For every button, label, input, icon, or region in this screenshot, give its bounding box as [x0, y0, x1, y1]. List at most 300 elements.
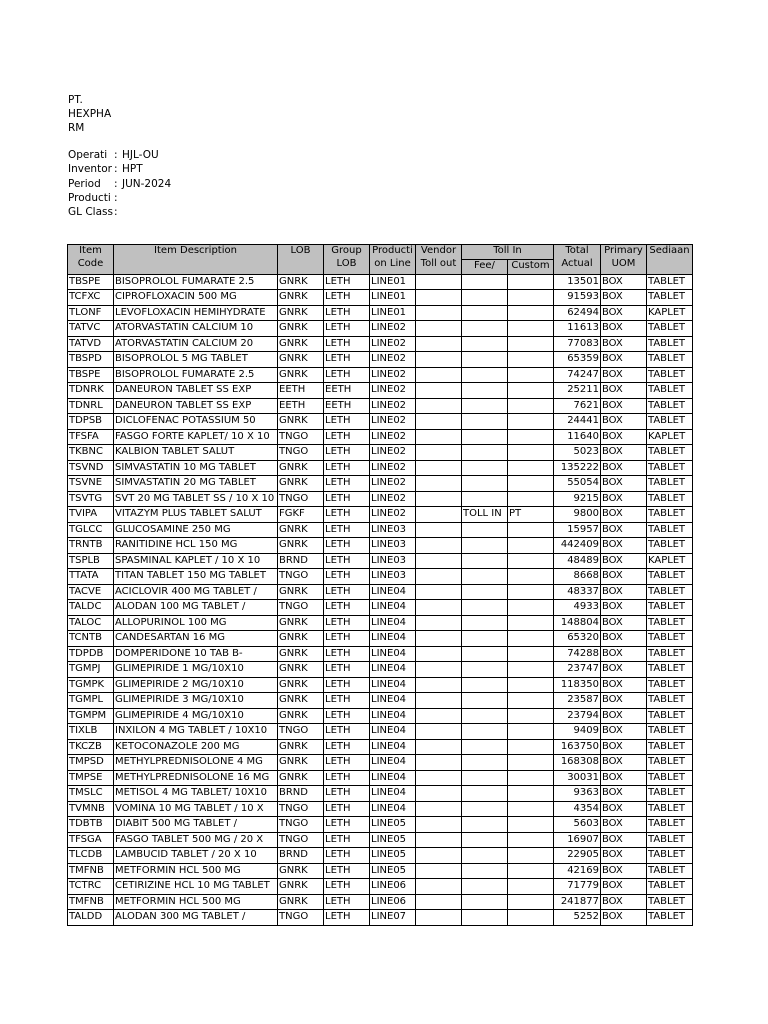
info-operating-unit: Operati : HJL-OU	[68, 149, 159, 161]
cell-fee	[462, 553, 508, 569]
header-total-actual: Total Actual	[554, 245, 601, 275]
table-row	[68, 910, 693, 926]
cell-total-actual: 30031	[554, 770, 601, 786]
cell-total-actual: 9409	[554, 724, 601, 740]
cell-group-lob: LETH	[324, 305, 370, 321]
cell-sediaan: TABLET	[647, 615, 693, 631]
cell-primary-uom: BOX	[601, 522, 647, 538]
cell-fee	[462, 770, 508, 786]
cell-item-code: TLCDB	[68, 848, 114, 864]
cell-fee	[462, 631, 508, 647]
cell-item-code: TVIPA	[68, 507, 114, 523]
table-row	[68, 817, 693, 833]
cell-sediaan: TABLET	[647, 724, 693, 740]
cell-production-line: LINE04	[370, 615, 416, 631]
cell-fee	[462, 445, 508, 461]
cell-custom	[508, 770, 554, 786]
cell-lob: GNRK	[278, 274, 324, 290]
cell-item-code: TSVNE	[68, 476, 114, 492]
cell-group-lob: LETH	[324, 894, 370, 910]
cell-custom	[508, 786, 554, 802]
cell-item-code: TMFNB	[68, 894, 114, 910]
cell-production-line: LINE04	[370, 600, 416, 616]
company-name	[68, 93, 111, 135]
cell-production-line: LINE06	[370, 879, 416, 895]
cell-item-code: TCTRC	[68, 879, 114, 895]
cell-production-line: LINE05	[370, 863, 416, 879]
cell-vendor	[416, 352, 462, 368]
cell-vendor	[416, 739, 462, 755]
cell-custom	[508, 739, 554, 755]
cell-primary-uom: BOX	[601, 708, 647, 724]
header-primary-uom: Primary UOM	[601, 245, 647, 275]
cell-total-actual: 48489	[554, 553, 601, 569]
cell-primary-uom: BOX	[601, 476, 647, 492]
cell-custom	[508, 584, 554, 600]
cell-vendor	[416, 383, 462, 399]
cell-primary-uom: BOX	[601, 615, 647, 631]
cell-vendor	[416, 755, 462, 771]
header-item-code: Item Code	[68, 245, 114, 275]
report-info	[68, 148, 171, 219]
cell-vendor	[416, 724, 462, 740]
cell-sediaan: TABLET	[647, 414, 693, 430]
cell-sediaan: TABLET	[647, 507, 693, 523]
cell-lob: GNRK	[278, 863, 324, 879]
cell-item-description: DANEURON TABLET SS EXP	[114, 383, 278, 399]
table-row	[68, 476, 693, 492]
cell-primary-uom: BOX	[601, 274, 647, 290]
cell-item-code: TACVE	[68, 584, 114, 600]
cell-total-actual: 5252	[554, 910, 601, 926]
cell-lob: GNRK	[278, 336, 324, 352]
cell-group-lob: LETH	[324, 445, 370, 461]
cell-lob: EETH	[278, 398, 324, 414]
cell-production-line: LINE02	[370, 507, 416, 523]
cell-total-actual: 24441	[554, 414, 601, 430]
cell-total-actual: 148804	[554, 615, 601, 631]
header-sediaan: Sediaan	[647, 245, 693, 275]
cell-item-description: ACICLOVIR 400 MG TABLET /	[114, 584, 278, 600]
cell-group-lob: LETH	[324, 863, 370, 879]
cell-sediaan: TABLET	[647, 910, 693, 926]
cell-item-description: INXILON 4 MG TABLET / 10X10	[114, 724, 278, 740]
cell-vendor	[416, 677, 462, 693]
cell-fee	[462, 491, 508, 507]
cell-group-lob: LETH	[324, 367, 370, 383]
cell-sediaan: TABLET	[647, 786, 693, 802]
table-row	[68, 708, 693, 724]
cell-vendor	[416, 414, 462, 430]
cell-group-lob: LETH	[324, 786, 370, 802]
cell-primary-uom: BOX	[601, 584, 647, 600]
cell-group-lob: LETH	[324, 553, 370, 569]
cell-total-actual: 9363	[554, 786, 601, 802]
cell-fee	[462, 817, 508, 833]
cell-item-code: TFSGA	[68, 832, 114, 848]
cell-fee	[462, 367, 508, 383]
cell-custom	[508, 848, 554, 864]
cell-custom	[508, 646, 554, 662]
cell-sediaan: TABLET	[647, 662, 693, 678]
table-row	[68, 879, 693, 895]
cell-total-actual: 65320	[554, 631, 601, 647]
cell-total-actual: 22905	[554, 848, 601, 864]
cell-item-code: TKCZB	[68, 739, 114, 755]
cell-primary-uom: BOX	[601, 553, 647, 569]
cell-custom	[508, 445, 554, 461]
cell-sediaan: TABLET	[647, 677, 693, 693]
company-line: RM	[68, 122, 85, 134]
cell-vendor	[416, 336, 462, 352]
cell-item-code: TMPSE	[68, 770, 114, 786]
inventory-table	[67, 244, 693, 926]
cell-custom	[508, 305, 554, 321]
cell-production-line: LINE02	[370, 476, 416, 492]
cell-vendor	[416, 879, 462, 895]
cell-item-description: ATORVASTATIN CALCIUM 10	[114, 321, 278, 337]
table-row	[68, 460, 693, 476]
cell-item-code: TIXLB	[68, 724, 114, 740]
cell-item-description: FASGO FORTE KAPLET/ 10 X 10	[114, 429, 278, 445]
info-period: Period : JUN-2024	[68, 177, 172, 190]
cell-vendor	[416, 553, 462, 569]
cell-total-actual: 74288	[554, 646, 601, 662]
cell-custom	[508, 894, 554, 910]
cell-item-code: TSPLB	[68, 553, 114, 569]
cell-primary-uom: BOX	[601, 739, 647, 755]
cell-item-description: BISOPROLOL 5 MG TABLET	[114, 352, 278, 368]
cell-item-code: TDNRL	[68, 398, 114, 414]
cell-production-line: LINE04	[370, 739, 416, 755]
cell-fee	[462, 739, 508, 755]
cell-fee	[462, 429, 508, 445]
cell-item-code: TBSPD	[68, 352, 114, 368]
cell-item-description: VITAZYM PLUS TABLET SALUT	[114, 507, 278, 523]
cell-sediaan: TABLET	[647, 445, 693, 461]
cell-sediaan: KAPLET	[647, 429, 693, 445]
cell-fee	[462, 305, 508, 321]
cell-item-code: TBSPE	[68, 367, 114, 383]
cell-fee	[462, 584, 508, 600]
cell-vendor	[416, 693, 462, 709]
cell-production-line: LINE02	[370, 321, 416, 337]
cell-production-line: LINE02	[370, 383, 416, 399]
cell-primary-uom: BOX	[601, 383, 647, 399]
cell-total-actual: 163750	[554, 739, 601, 755]
cell-group-lob: LETH	[324, 321, 370, 337]
cell-sediaan: TABLET	[647, 600, 693, 616]
cell-vendor	[416, 662, 462, 678]
cell-vendor	[416, 817, 462, 833]
cell-vendor	[416, 584, 462, 600]
cell-production-line: LINE04	[370, 755, 416, 771]
cell-lob: TNGO	[278, 817, 324, 833]
cell-production-line: LINE04	[370, 724, 416, 740]
cell-production-line: LINE03	[370, 522, 416, 538]
table-row	[68, 398, 693, 414]
cell-item-code: TBSPE	[68, 274, 114, 290]
table-row	[68, 801, 693, 817]
cell-item-code: TMSLC	[68, 786, 114, 802]
cell-sediaan: TABLET	[647, 817, 693, 833]
cell-custom	[508, 801, 554, 817]
cell-group-lob: LETH	[324, 600, 370, 616]
table-row	[68, 414, 693, 430]
cell-custom	[508, 429, 554, 445]
cell-lob: GNRK	[278, 352, 324, 368]
cell-vendor	[416, 832, 462, 848]
cell-custom	[508, 677, 554, 693]
cell-vendor	[416, 507, 462, 523]
cell-sediaan: TABLET	[647, 460, 693, 476]
cell-primary-uom: BOX	[601, 677, 647, 693]
cell-lob: TNGO	[278, 569, 324, 585]
cell-fee	[462, 274, 508, 290]
cell-group-lob: LETH	[324, 739, 370, 755]
table-row	[68, 848, 693, 864]
cell-custom	[508, 336, 554, 352]
cell-item-code: TALDC	[68, 600, 114, 616]
cell-production-line: LINE02	[370, 414, 416, 430]
cell-total-actual: 11613	[554, 321, 601, 337]
header-toll-in: Toll In	[462, 245, 554, 260]
cell-sediaan: TABLET	[647, 584, 693, 600]
cell-lob: TNGO	[278, 724, 324, 740]
cell-primary-uom: BOX	[601, 460, 647, 476]
cell-total-actual: 91593	[554, 290, 601, 306]
table-row	[68, 383, 693, 399]
cell-item-description: CETIRIZINE HCL 10 MG TABLET	[114, 879, 278, 895]
cell-item-code: TALOC	[68, 615, 114, 631]
cell-group-lob: LETH	[324, 879, 370, 895]
cell-item-code: TTATA	[68, 569, 114, 585]
cell-lob: GNRK	[278, 522, 324, 538]
cell-primary-uom: BOX	[601, 693, 647, 709]
cell-sediaan: TABLET	[647, 321, 693, 337]
table-row	[68, 522, 693, 538]
cell-item-description: BISOPROLOL FUMARATE 2.5	[114, 274, 278, 290]
cell-custom	[508, 414, 554, 430]
cell-item-description: CIPROFLOXACIN 500 MG	[114, 290, 278, 306]
cell-group-lob: LETH	[324, 755, 370, 771]
cell-item-code: TMFNB	[68, 863, 114, 879]
cell-group-lob: LETH	[324, 615, 370, 631]
cell-primary-uom: BOX	[601, 414, 647, 430]
cell-total-actual: 168308	[554, 755, 601, 771]
cell-production-line: LINE05	[370, 848, 416, 864]
cell-custom	[508, 460, 554, 476]
cell-item-description: KALBION TABLET SALUT	[114, 445, 278, 461]
cell-lob: GNRK	[278, 631, 324, 647]
cell-production-line: LINE04	[370, 770, 416, 786]
cell-production-line: LINE04	[370, 631, 416, 647]
cell-sediaan: TABLET	[647, 708, 693, 724]
cell-total-actual: 5603	[554, 817, 601, 833]
cell-custom	[508, 832, 554, 848]
cell-vendor	[416, 445, 462, 461]
cell-vendor	[416, 910, 462, 926]
cell-primary-uom: BOX	[601, 879, 647, 895]
cell-group-lob: LETH	[324, 677, 370, 693]
cell-lob: GNRK	[278, 693, 324, 709]
table-row	[68, 755, 693, 771]
cell-group-lob: EETH	[324, 383, 370, 399]
cell-fee	[462, 708, 508, 724]
cell-item-description: LEVOFLOXACIN HEMIHYDRATE	[114, 305, 278, 321]
cell-group-lob: LETH	[324, 848, 370, 864]
cell-item-description: DOMPERIDONE 10 TAB B-	[114, 646, 278, 662]
cell-sediaan: TABLET	[647, 491, 693, 507]
cell-fee	[462, 848, 508, 864]
cell-item-description: SIMVASTATIN 20 MG TABLET	[114, 476, 278, 492]
cell-custom	[508, 398, 554, 414]
cell-lob: GNRK	[278, 476, 324, 492]
cell-lob: TNGO	[278, 832, 324, 848]
cell-sediaan: TABLET	[647, 755, 693, 771]
cell-lob: GNRK	[278, 662, 324, 678]
cell-production-line: LINE02	[370, 460, 416, 476]
cell-item-code: TGMPK	[68, 677, 114, 693]
cell-group-lob: LETH	[324, 724, 370, 740]
cell-lob: EETH	[278, 383, 324, 399]
cell-vendor	[416, 786, 462, 802]
cell-primary-uom: BOX	[601, 646, 647, 662]
cell-lob: GNRK	[278, 538, 324, 554]
cell-fee	[462, 290, 508, 306]
table-row	[68, 352, 693, 368]
cell-vendor	[416, 321, 462, 337]
cell-group-lob: LETH	[324, 429, 370, 445]
cell-production-line: LINE05	[370, 817, 416, 833]
cell-custom	[508, 491, 554, 507]
cell-group-lob: LETH	[324, 491, 370, 507]
cell-item-description: ATORVASTATIN CALCIUM 20	[114, 336, 278, 352]
cell-item-description: ALODAN 300 MG TABLET /	[114, 910, 278, 926]
cell-lob: TNGO	[278, 491, 324, 507]
cell-item-description: SVT 20 MG TABLET SS / 10 X 10	[114, 491, 278, 507]
table-row	[68, 770, 693, 786]
cell-group-lob: LETH	[324, 522, 370, 538]
cell-lob: GNRK	[278, 770, 324, 786]
cell-total-actual: 241877	[554, 894, 601, 910]
cell-item-code: TDNRK	[68, 383, 114, 399]
cell-lob: GNRK	[278, 755, 324, 771]
cell-lob: TNGO	[278, 801, 324, 817]
cell-custom	[508, 538, 554, 554]
cell-lob: GNRK	[278, 646, 324, 662]
cell-vendor	[416, 538, 462, 554]
cell-group-lob: LETH	[324, 274, 370, 290]
cell-primary-uom: BOX	[601, 770, 647, 786]
cell-vendor	[416, 367, 462, 383]
cell-lob: FGKF	[278, 507, 324, 523]
header-custom: Custom	[508, 260, 554, 275]
cell-group-lob: LETH	[324, 693, 370, 709]
cell-item-code: TLONF	[68, 305, 114, 321]
cell-production-line: LINE04	[370, 786, 416, 802]
cell-fee	[462, 724, 508, 740]
cell-item-code: TDBTB	[68, 817, 114, 833]
cell-fee	[462, 569, 508, 585]
cell-lob: GNRK	[278, 894, 324, 910]
cell-fee	[462, 879, 508, 895]
cell-lob: TNGO	[278, 445, 324, 461]
cell-item-description: GLIMEPIRIDE 4 MG/10X10	[114, 708, 278, 724]
cell-total-actual: 135222	[554, 460, 601, 476]
cell-lob: TNGO	[278, 910, 324, 926]
cell-production-line: LINE04	[370, 708, 416, 724]
cell-primary-uom: BOX	[601, 724, 647, 740]
cell-total-actual: 442409	[554, 538, 601, 554]
cell-total-actual: 7621	[554, 398, 601, 414]
cell-total-actual: 23794	[554, 708, 601, 724]
cell-group-lob: LETH	[324, 290, 370, 306]
cell-group-lob: LETH	[324, 910, 370, 926]
table-row	[68, 677, 693, 693]
cell-sediaan: TABLET	[647, 631, 693, 647]
cell-primary-uom: BOX	[601, 507, 647, 523]
cell-primary-uom: BOX	[601, 755, 647, 771]
cell-fee	[462, 646, 508, 662]
table-row	[68, 600, 693, 616]
table-row	[68, 863, 693, 879]
cell-lob: GNRK	[278, 677, 324, 693]
cell-primary-uom: BOX	[601, 817, 647, 833]
cell-sediaan: TABLET	[647, 336, 693, 352]
cell-lob: BRND	[278, 786, 324, 802]
cell-custom	[508, 662, 554, 678]
cell-production-line: LINE04	[370, 677, 416, 693]
cell-total-actual: 62494	[554, 305, 601, 321]
table-row	[68, 336, 693, 352]
cell-total-actual: 74247	[554, 367, 601, 383]
cell-fee	[462, 693, 508, 709]
cell-item-code: TGMPJ	[68, 662, 114, 678]
cell-sediaan: TABLET	[647, 693, 693, 709]
cell-total-actual: 9215	[554, 491, 601, 507]
cell-primary-uom: BOX	[601, 445, 647, 461]
cell-custom	[508, 352, 554, 368]
cell-item-code: TSVND	[68, 460, 114, 476]
table-row	[68, 894, 693, 910]
cell-total-actual: 13501	[554, 274, 601, 290]
cell-custom	[508, 755, 554, 771]
cell-custom	[508, 863, 554, 879]
table-row	[68, 832, 693, 848]
cell-total-actual: 25211	[554, 383, 601, 399]
cell-fee	[462, 677, 508, 693]
cell-group-lob: EETH	[324, 398, 370, 414]
cell-sediaan: TABLET	[647, 569, 693, 585]
table-row	[68, 274, 693, 290]
cell-custom	[508, 522, 554, 538]
cell-primary-uom: BOX	[601, 367, 647, 383]
cell-custom	[508, 476, 554, 492]
cell-sediaan: TABLET	[647, 646, 693, 662]
cell-sediaan: TABLET	[647, 894, 693, 910]
cell-lob: TNGO	[278, 600, 324, 616]
cell-group-lob: LETH	[324, 646, 370, 662]
cell-vendor	[416, 398, 462, 414]
cell-production-line: LINE06	[370, 894, 416, 910]
cell-item-description: VOMINA 10 MG TABLET / 10 X	[114, 801, 278, 817]
cell-sediaan: TABLET	[647, 476, 693, 492]
cell-fee: TOLL IN	[462, 507, 508, 523]
header-lob: LOB	[278, 245, 324, 275]
cell-production-line: LINE04	[370, 646, 416, 662]
cell-lob: TNGO	[278, 429, 324, 445]
